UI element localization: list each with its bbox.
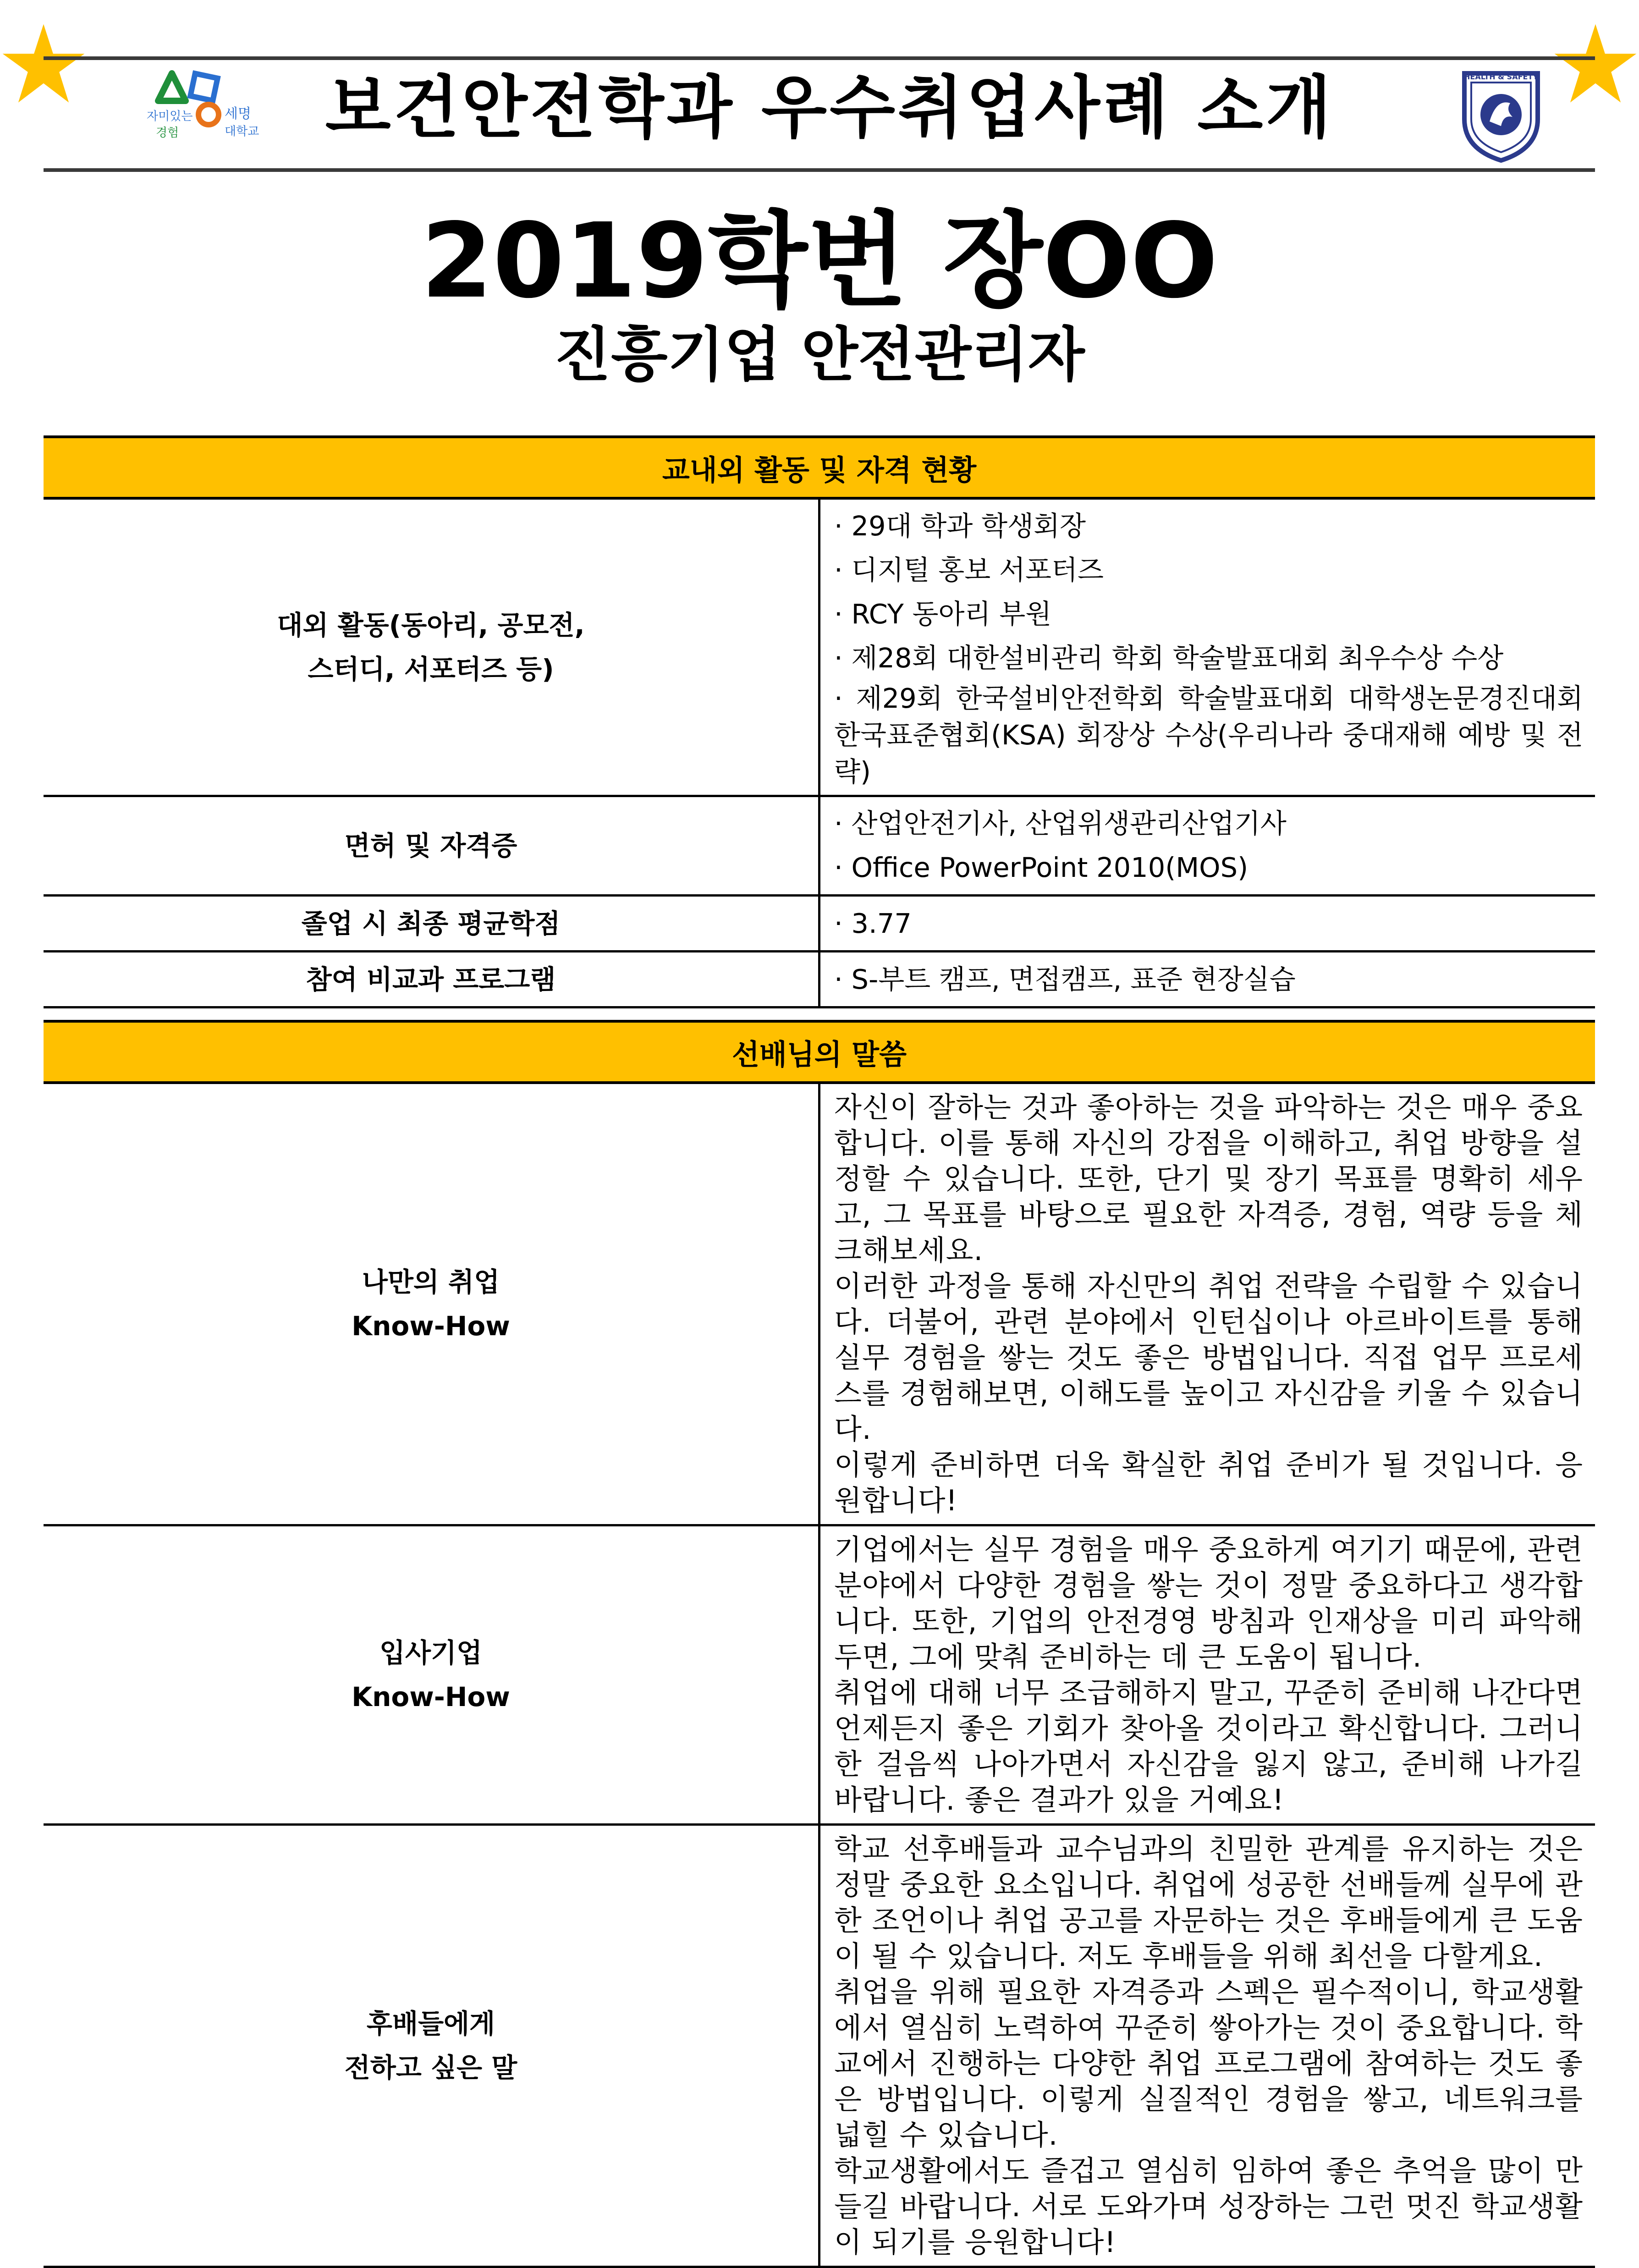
svg-text:자미있는: 자미있는	[147, 110, 193, 123]
table-row	[44, 1525, 1595, 1825]
senior-advice-table	[44, 1020, 1595, 2268]
paragraph: 취업에 대해 너무 조급해하지 말고, 꾸준히 준비해 나간다면 언제든지 좋은 기회가 찾아올 것이라고 확신합니다. 그러니 한 걸음씩 나아가면서 자신감을 잃지 않고, 준비해 나가길 바랍니다. 좋은 결과가 있을 거예요!	[834, 1676, 1583, 1817]
star-right-icon	[1552, 21, 1639, 108]
svg-text:대학교: 대학교	[225, 125, 259, 138]
page-header-title: 보건안전학과 우수취업사례 소개	[325, 68, 1334, 147]
svg-text:경험: 경험	[156, 126, 179, 140]
row-content-licenses	[820, 796, 1595, 896]
list-item: · 29대 학과 학생회장	[834, 510, 1086, 542]
svg-text:HEALTH & SAFETY: HEALTH & SAFETY	[1464, 72, 1538, 81]
list-item: · 산업안전기사, 산업위생관리산업기사	[834, 808, 1287, 839]
section-banner-advice: 선배님의 말씀	[44, 1021, 1595, 1083]
list-item: · 제29회 한국설비안전학회 학술발표대회 대학생논문경진대회 한국표준협회(KSA) 회장상 수상(우리나라 중대재해 예방 및 전략)	[834, 683, 1583, 787]
row-content-company-know-how	[820, 1525, 1595, 1825]
section-banner-activities: 교내외 활동 및 자격 현황	[44, 437, 1595, 498]
list-item: · RCY 동아리 부원	[834, 598, 1052, 630]
table-row	[44, 1825, 1595, 2267]
activities-qualifications-table	[44, 435, 1595, 1008]
paragraph: 이러한 과정을 통해 자신만의 취업 전략을 수립할 수 있습니다. 더불어, 관련 분야에서 인턴십이나 아르바이트를 통해 실무 경험을 쌓는 것도 좋은 방법입니다. 직접 업무 프로세스를 경험해보면, 이해도를 높이고 자신감을 키울 수 있습니다.	[834, 1269, 1583, 1446]
table-row	[44, 952, 1595, 1007]
header-rule-bottom	[44, 168, 1595, 172]
row-content-gpa	[820, 896, 1595, 952]
row-label-external-activities: 대외 활동(동아리, 공모전, 스터디, 서포터즈 등)	[44, 498, 820, 796]
table-row	[44, 896, 1595, 952]
paragraph: 기업에서는 실무 경험을 매우 중요하게 여기기 때문에, 관련 분야에서 다양한 경험을 쌓는 것이 정말 중요하다고 생각합니다. 또한, 기업의 안전경영 방침과 인재상을 미리 파악해 두면, 그에 맞춰 준비하는 데 큰 도움이 됩니다.	[834, 1533, 1583, 1673]
svg-text:세명: 세명	[225, 106, 251, 122]
row-label-company-know-how: 입사기업 Know-How	[44, 1525, 820, 1825]
header-rule-top	[44, 56, 1595, 60]
star-left-icon	[0, 21, 87, 108]
student-name-title: 2019학번 장OO	[421, 201, 1218, 321]
paragraph: 이렇게 준비하면 더욱 확실한 취업 준비가 될 것입니다. 응원합니다!	[834, 1448, 1583, 1517]
paragraph: 학교생활에서도 즐겁고 열심히 임하여 좋은 추억을 많이 만들길 바랍니다. 서로 도와가며 성장하는 그런 멋진 학교생활이 되기를 응원합니다!	[834, 2154, 1583, 2259]
semyung-university-logo	[138, 69, 270, 142]
paragraph: 학교 선후배들과 교수님과의 친밀한 관계를 유지하는 것은 정말 중요한 요소입니다. 취업에 성공한 선배들께 실무에 관한 조언이나 취업 공고를 자문하는 것은 후배들에게 큰 도움이 될 수 있습니다. 저도 후배들을 위해 최선을 다할게요.	[834, 1832, 1583, 1973]
row-content-message-to-juniors	[820, 1825, 1595, 2267]
row-label-message-to-juniors: 후배들에게 전하고 싶은 말	[44, 1825, 820, 2267]
job-position-subtitle: 진흥기업 안전관리자	[554, 321, 1085, 389]
row-label-licenses: 면허 및 자격증	[44, 796, 820, 896]
row-content-external-activities	[820, 498, 1595, 796]
paragraph: 자신이 잘하는 것과 좋아하는 것을 파악하는 것은 매우 중요합니다. 이를 통해 자신의 강점을 이해하고, 취업 방향을 설정할 수 있습니다. 또한, 단기 및 장기 목표를 명확히 세우고, 그 목표를 바탕으로 필요한 자격증, 경험, 역량 등을 체크해보세요.	[834, 1090, 1583, 1267]
list-item: · S-부트 캠프, 면접캠프, 표준 현장실습	[834, 963, 1296, 995]
row-label-my-know-how: 나만의 취업 Know-How	[44, 1083, 820, 1525]
table-row	[44, 498, 1595, 796]
list-item: · 3.77	[834, 907, 912, 939]
row-content-my-know-how	[820, 1083, 1595, 1525]
list-item: · Office PowerPoint 2010(MOS)	[834, 852, 1248, 883]
health-safety-shield-logo	[1458, 64, 1545, 163]
row-label-programs: 참여 비교과 프로그램	[44, 952, 820, 1007]
row-label-gpa: 졸업 시 최종 평균학점	[44, 896, 820, 952]
table-row	[44, 1083, 1595, 1525]
row-content-programs	[820, 952, 1595, 1007]
paragraph: 취업을 위해 필요한 자격증과 스펙은 필수적이니, 학교생활에서 열심히 노력하여 꾸준히 쌓아가는 것이 중요합니다. 학교에서 진행하는 다양한 취업 프로그램에 참여하는 것도 좋은 방법입니다. 이렇게 실질적인 경험을 쌓고, 네트워크를 넓힐 수 있습니다.	[834, 1975, 1583, 2152]
table-row	[44, 796, 1595, 896]
list-item: · 제28회 대한설비관리 학회 학술발표대회 최우수상 수상	[834, 642, 1504, 674]
list-item: · 디지털 홍보 서포터즈	[834, 554, 1104, 586]
